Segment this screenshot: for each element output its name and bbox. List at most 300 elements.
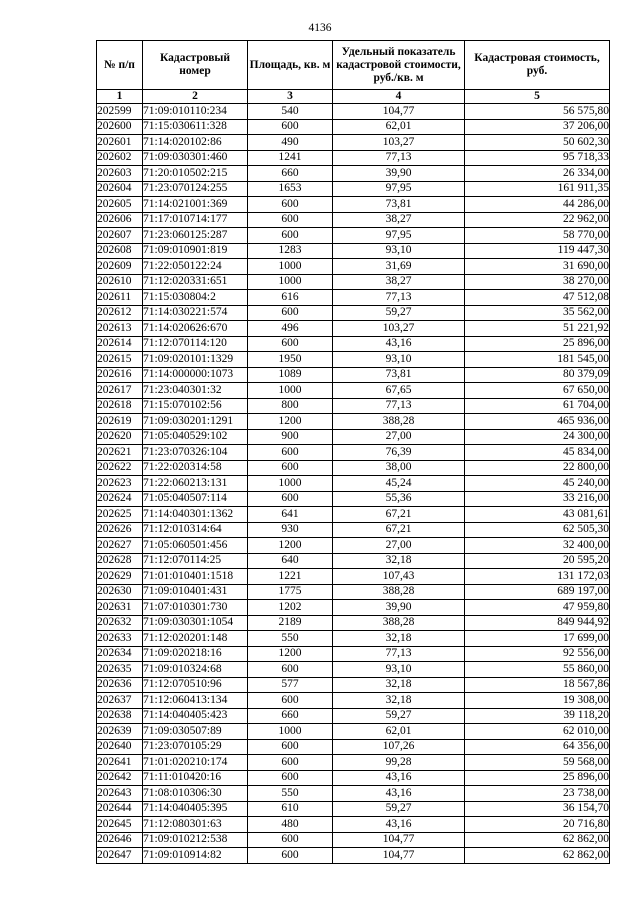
table-row <box>97 150 610 166</box>
cell-area: 600 <box>248 693 333 709</box>
cell-area: 641 <box>248 507 333 523</box>
table-row <box>97 569 610 585</box>
cell-cadastral-number: 71:14:021001:369 <box>143 197 248 213</box>
cell-cadastral-number: 71:09:030507:89 <box>143 724 248 740</box>
cell-cadastral-value: 67 650,00 <box>465 383 610 399</box>
cell-cadastral-number: 71:15:030804:2 <box>143 290 248 306</box>
cell-unit-rate: 67,21 <box>333 507 465 523</box>
cell-cadastral-number: 71:01:020210:174 <box>143 755 248 771</box>
cell-cadastral-number: 71:11:010420:16 <box>143 770 248 786</box>
cell-unit-rate: 32,18 <box>333 677 465 693</box>
cell-cadastral-number: 71:09:010324:68 <box>143 662 248 678</box>
table-row <box>97 290 610 306</box>
cell-cadastral-number: 71:05:060501:456 <box>143 538 248 554</box>
cell-area: 1000 <box>248 274 333 290</box>
cell-area: 1653 <box>248 181 333 197</box>
cell-cadastral-value: 64 356,00 <box>465 739 610 755</box>
cell-cadastral-value: 19 308,00 <box>465 693 610 709</box>
cell-cadastral-number: 71:14:020626:670 <box>143 321 248 337</box>
table-row <box>97 119 610 135</box>
cell-area: 1000 <box>248 724 333 740</box>
cell-row-number: 202631 <box>97 600 143 616</box>
cell-area: 1283 <box>248 243 333 259</box>
cell-cadastral-number: 71:12:070510:96 <box>143 677 248 693</box>
cell-area: 540 <box>248 104 333 120</box>
cell-cadastral-value: 181 545,00 <box>465 352 610 368</box>
cell-cadastral-number: 71:14:030221:574 <box>143 305 248 321</box>
cell-row-number: 202620 <box>97 429 143 445</box>
cell-cadastral-number: 71:09:030201:1291 <box>143 414 248 430</box>
cell-area: 600 <box>248 336 333 352</box>
table-row <box>97 538 610 554</box>
cell-cadastral-value: 56 575,80 <box>465 104 610 120</box>
table-row <box>97 832 610 848</box>
cell-row-number: 202599 <box>97 104 143 120</box>
cell-unit-rate: 93,10 <box>333 243 465 259</box>
cell-area: 600 <box>248 662 333 678</box>
table-row <box>97 708 610 724</box>
table-row <box>97 615 610 631</box>
cell-row-number: 202636 <box>97 677 143 693</box>
header-cadastral-number: Кадастровый номер <box>143 41 248 90</box>
cell-unit-rate: 43,16 <box>333 817 465 833</box>
cell-row-number: 202647 <box>97 848 143 864</box>
cell-cadastral-number: 71:23:070124:255 <box>143 181 248 197</box>
cell-row-number: 202640 <box>97 739 143 755</box>
column-number: 1 <box>97 90 143 104</box>
cell-area: 577 <box>248 677 333 693</box>
table-row <box>97 801 610 817</box>
table-row <box>97 414 610 430</box>
table-row <box>97 305 610 321</box>
cell-unit-rate: 62,01 <box>333 119 465 135</box>
cell-unit-rate: 31,69 <box>333 259 465 275</box>
header-cadastral-value: Кадастровая стоимость, руб. <box>465 41 610 90</box>
cell-unit-rate: 39,90 <box>333 600 465 616</box>
cell-unit-rate: 39,90 <box>333 166 465 182</box>
cell-cadastral-value: 17 699,00 <box>465 631 610 647</box>
cell-unit-rate: 104,77 <box>333 832 465 848</box>
cell-cadastral-value: 31 690,00 <box>465 259 610 275</box>
cell-area: 1000 <box>248 383 333 399</box>
table-row <box>97 383 610 399</box>
cell-row-number: 202624 <box>97 491 143 507</box>
cell-cadastral-value: 43 081,61 <box>465 507 610 523</box>
cell-row-number: 202601 <box>97 135 143 151</box>
cell-area: 660 <box>248 708 333 724</box>
cell-cadastral-value: 59 568,00 <box>465 755 610 771</box>
cell-row-number: 202610 <box>97 274 143 290</box>
cell-cadastral-value: 61 704,00 <box>465 398 610 414</box>
cell-unit-rate: 27,00 <box>333 429 465 445</box>
table-row <box>97 739 610 755</box>
table-row <box>97 522 610 538</box>
table-row <box>97 677 610 693</box>
cell-cadastral-number: 71:08:010306:30 <box>143 786 248 802</box>
cell-area: 1200 <box>248 414 333 430</box>
cell-cadastral-number: 71:09:010914:82 <box>143 848 248 864</box>
cell-cadastral-value: 25 896,00 <box>465 336 610 352</box>
table-row <box>97 166 610 182</box>
cell-unit-rate: 59,27 <box>333 708 465 724</box>
cell-cadastral-value: 38 270,00 <box>465 274 610 290</box>
cell-row-number: 202621 <box>97 445 143 461</box>
cell-area: 610 <box>248 801 333 817</box>
header-area: Площадь, кв. м <box>248 41 333 90</box>
cell-cadastral-number: 71:12:070114:25 <box>143 553 248 569</box>
cell-unit-rate: 55,36 <box>333 491 465 507</box>
cell-cadastral-value: 23 738,00 <box>465 786 610 802</box>
cell-unit-rate: 62,01 <box>333 724 465 740</box>
cell-row-number: 202627 <box>97 538 143 554</box>
cell-cadastral-value: 24 300,00 <box>465 429 610 445</box>
cell-unit-rate: 97,95 <box>333 181 465 197</box>
cell-cadastral-value: 44 286,00 <box>465 197 610 213</box>
cell-cadastral-number: 71:05:040529:102 <box>143 429 248 445</box>
cell-area: 660 <box>248 166 333 182</box>
cell-unit-rate: 43,16 <box>333 336 465 352</box>
cell-cadastral-number: 71:09:020101:1329 <box>143 352 248 368</box>
cell-cadastral-number: 71:09:030301:460 <box>143 150 248 166</box>
cell-cadastral-value: 62 505,30 <box>465 522 610 538</box>
cell-cadastral-number: 71:23:060125:287 <box>143 228 248 244</box>
cell-unit-rate: 99,28 <box>333 755 465 771</box>
cell-cadastral-number: 71:15:070102:56 <box>143 398 248 414</box>
table-row <box>97 212 610 228</box>
cell-cadastral-value: 51 221,92 <box>465 321 610 337</box>
cell-cadastral-number: 71:09:010401:431 <box>143 584 248 600</box>
cell-cadastral-number: 71:14:040405:395 <box>143 801 248 817</box>
table-row <box>97 724 610 740</box>
cell-unit-rate: 59,27 <box>333 801 465 817</box>
cell-cadastral-number: 71:14:040301:1362 <box>143 507 248 523</box>
cell-row-number: 202628 <box>97 553 143 569</box>
cell-row-number: 202608 <box>97 243 143 259</box>
cell-area: 1775 <box>248 584 333 600</box>
cell-area: 600 <box>248 212 333 228</box>
cell-cadastral-value: 37 206,00 <box>465 119 610 135</box>
cell-area: 600 <box>248 460 333 476</box>
table-row <box>97 553 610 569</box>
cell-area: 496 <box>248 321 333 337</box>
cell-unit-rate: 32,18 <box>333 553 465 569</box>
table-row <box>97 135 610 151</box>
column-number: 5 <box>465 90 610 104</box>
table-row <box>97 646 610 662</box>
header-row-number: № п/п <box>97 41 143 90</box>
table-row <box>97 507 610 523</box>
cell-cadastral-value: 62 862,00 <box>465 832 610 848</box>
cell-cadastral-value: 62 862,00 <box>465 848 610 864</box>
table-row <box>97 662 610 678</box>
table-row <box>97 755 610 771</box>
cell-row-number: 202617 <box>97 383 143 399</box>
cell-row-number: 202632 <box>97 615 143 631</box>
cell-area: 550 <box>248 631 333 647</box>
cell-cadastral-value: 92 556,00 <box>465 646 610 662</box>
cell-row-number: 202625 <box>97 507 143 523</box>
cell-cadastral-value: 50 602,30 <box>465 135 610 151</box>
cell-cadastral-number: 71:12:080301:63 <box>143 817 248 833</box>
cell-cadastral-number: 71:22:020314:58 <box>143 460 248 476</box>
cell-cadastral-number: 71:14:040405:423 <box>143 708 248 724</box>
cell-row-number: 202618 <box>97 398 143 414</box>
cell-area: 2189 <box>248 615 333 631</box>
cell-area: 1202 <box>248 600 333 616</box>
cell-cadastral-value: 119 447,30 <box>465 243 610 259</box>
cell-area: 490 <box>248 135 333 151</box>
cell-unit-rate: 77,13 <box>333 646 465 662</box>
cell-unit-rate: 93,10 <box>333 352 465 368</box>
cell-unit-rate: 103,27 <box>333 135 465 151</box>
cell-area: 600 <box>248 848 333 864</box>
cell-row-number: 202644 <box>97 801 143 817</box>
cell-row-number: 202607 <box>97 228 143 244</box>
cell-cadastral-value: 55 860,00 <box>465 662 610 678</box>
cell-unit-rate: 97,95 <box>333 228 465 244</box>
cell-area: 600 <box>248 445 333 461</box>
cell-unit-rate: 73,81 <box>333 197 465 213</box>
table-row <box>97 228 610 244</box>
cell-cadastral-number: 71:01:010401:1518 <box>143 569 248 585</box>
cell-row-number: 202615 <box>97 352 143 368</box>
cell-unit-rate: 388,28 <box>333 584 465 600</box>
cell-unit-rate: 73,81 <box>333 367 465 383</box>
table-row <box>97 197 610 213</box>
cell-cadastral-value: 25 896,00 <box>465 770 610 786</box>
table-body <box>97 104 610 864</box>
cell-area: 1089 <box>248 367 333 383</box>
cell-cadastral-number: 71:23:040301:32 <box>143 383 248 399</box>
cell-unit-rate: 76,39 <box>333 445 465 461</box>
cell-row-number: 202602 <box>97 150 143 166</box>
cell-area: 930 <box>248 522 333 538</box>
table-row <box>97 429 610 445</box>
cell-cadastral-value: 39 118,20 <box>465 708 610 724</box>
cell-unit-rate: 38,00 <box>333 460 465 476</box>
cell-unit-rate: 67,21 <box>333 522 465 538</box>
cell-unit-rate: 103,27 <box>333 321 465 337</box>
cell-cadastral-number: 71:14:020102:86 <box>143 135 248 151</box>
cell-row-number: 202600 <box>97 119 143 135</box>
cell-unit-rate: 77,13 <box>333 150 465 166</box>
cell-row-number: 202604 <box>97 181 143 197</box>
table-row <box>97 584 610 600</box>
cell-cadastral-value: 22 962,00 <box>465 212 610 228</box>
cell-cadastral-value: 131 172,03 <box>465 569 610 585</box>
cell-unit-rate: 107,43 <box>333 569 465 585</box>
cell-row-number: 202606 <box>97 212 143 228</box>
cell-area: 1200 <box>248 646 333 662</box>
table-row <box>97 786 610 802</box>
table-row <box>97 460 610 476</box>
cell-unit-rate: 32,18 <box>333 631 465 647</box>
cell-cadastral-number: 71:22:050122:24 <box>143 259 248 275</box>
cell-unit-rate: 43,16 <box>333 770 465 786</box>
cell-cadastral-number: 71:23:070326:104 <box>143 445 248 461</box>
cell-cadastral-number: 71:12:060413:134 <box>143 693 248 709</box>
cell-row-number: 202633 <box>97 631 143 647</box>
cell-row-number: 202634 <box>97 646 143 662</box>
cell-area: 640 <box>248 553 333 569</box>
column-number: 2 <box>143 90 248 104</box>
cell-cadastral-value: 161 911,35 <box>465 181 610 197</box>
table-row <box>97 243 610 259</box>
cell-area: 800 <box>248 398 333 414</box>
table-row <box>97 600 610 616</box>
cell-cadastral-number: 71:05:040507:114 <box>143 491 248 507</box>
cell-cadastral-value: 22 800,00 <box>465 460 610 476</box>
cell-cadastral-number: 71:22:060213:131 <box>143 476 248 492</box>
cell-cadastral-number: 71:23:070105:29 <box>143 739 248 755</box>
cell-area: 600 <box>248 305 333 321</box>
cell-row-number: 202638 <box>97 708 143 724</box>
cell-cadastral-value: 45 240,00 <box>465 476 610 492</box>
table-row <box>97 352 610 368</box>
cell-unit-rate: 77,13 <box>333 398 465 414</box>
cell-row-number: 202629 <box>97 569 143 585</box>
cell-row-number: 202613 <box>97 321 143 337</box>
cell-unit-rate: 77,13 <box>333 290 465 306</box>
cell-cadastral-value: 62 010,00 <box>465 724 610 740</box>
cell-row-number: 202623 <box>97 476 143 492</box>
table-row <box>97 336 610 352</box>
table-row <box>97 848 610 864</box>
cell-row-number: 202635 <box>97 662 143 678</box>
cell-area: 600 <box>248 197 333 213</box>
table-column-number-row <box>97 90 610 104</box>
cell-unit-rate: 388,28 <box>333 615 465 631</box>
cell-unit-rate: 27,00 <box>333 538 465 554</box>
cell-cadastral-number: 71:20:010502:215 <box>143 166 248 182</box>
cell-row-number: 202637 <box>97 693 143 709</box>
cell-area: 1221 <box>248 569 333 585</box>
cell-unit-rate: 104,77 <box>333 848 465 864</box>
cell-cadastral-value: 465 936,00 <box>465 414 610 430</box>
cell-cadastral-value: 689 197,00 <box>465 584 610 600</box>
cell-area: 1000 <box>248 476 333 492</box>
cell-cadastral-value: 26 334,00 <box>465 166 610 182</box>
cell-area: 480 <box>248 817 333 833</box>
cell-row-number: 202612 <box>97 305 143 321</box>
cell-unit-rate: 388,28 <box>333 414 465 430</box>
cell-cadastral-number: 71:09:020218:16 <box>143 646 248 662</box>
cell-cadastral-value: 80 379,09 <box>465 367 610 383</box>
page-number: 4136 <box>308 22 332 34</box>
cell-cadastral-value: 18 567,86 <box>465 677 610 693</box>
cell-cadastral-value: 47 512,08 <box>465 290 610 306</box>
cell-unit-rate: 45,24 <box>333 476 465 492</box>
cell-cadastral-number: 71:09:010110:234 <box>143 104 248 120</box>
column-number: 3 <box>248 90 333 104</box>
table-row <box>97 770 610 786</box>
cell-row-number: 202609 <box>97 259 143 275</box>
cell-unit-rate: 32,18 <box>333 693 465 709</box>
cell-area: 1000 <box>248 259 333 275</box>
cell-row-number: 202622 <box>97 460 143 476</box>
cell-row-number: 202645 <box>97 817 143 833</box>
header-unit-rate: Удельный показатель кадастровой стоимости, руб./кв. м <box>333 41 465 90</box>
table-row <box>97 321 610 337</box>
cell-area: 1241 <box>248 150 333 166</box>
cell-area: 600 <box>248 832 333 848</box>
cadastral-value-table <box>96 40 610 864</box>
table-row <box>97 631 610 647</box>
cell-row-number: 202646 <box>97 832 143 848</box>
cell-cadastral-number: 71:12:020201:148 <box>143 631 248 647</box>
cell-cadastral-value: 47 959,80 <box>465 600 610 616</box>
cell-unit-rate: 43,16 <box>333 786 465 802</box>
cell-cadastral-number: 71:09:010212:538 <box>143 832 248 848</box>
cell-cadastral-number: 71:17:010714:177 <box>143 212 248 228</box>
cell-cadastral-number: 71:12:070114:120 <box>143 336 248 352</box>
cell-cadastral-value: 58 770,00 <box>465 228 610 244</box>
cell-cadastral-number: 71:15:030611:328 <box>143 119 248 135</box>
table-row <box>97 491 610 507</box>
cell-cadastral-value: 20 595,20 <box>465 553 610 569</box>
column-number: 4 <box>333 90 465 104</box>
cell-area: 1200 <box>248 538 333 554</box>
table-row <box>97 476 610 492</box>
cell-area: 600 <box>248 119 333 135</box>
cell-row-number: 202616 <box>97 367 143 383</box>
cell-area: 600 <box>248 739 333 755</box>
cell-row-number: 202619 <box>97 414 143 430</box>
cell-cadastral-value: 33 216,00 <box>465 491 610 507</box>
cell-area: 600 <box>248 228 333 244</box>
cell-cadastral-number: 71:09:010901:819 <box>143 243 248 259</box>
cell-cadastral-value: 35 562,00 <box>465 305 610 321</box>
cell-cadastral-number: 71:12:010314:64 <box>143 522 248 538</box>
cell-cadastral-number: 71:09:030301:1054 <box>143 615 248 631</box>
cell-row-number: 202639 <box>97 724 143 740</box>
cell-area: 600 <box>248 755 333 771</box>
cell-row-number: 202626 <box>97 522 143 538</box>
cell-area: 900 <box>248 429 333 445</box>
cell-unit-rate: 59,27 <box>333 305 465 321</box>
cell-unit-rate: 93,10 <box>333 662 465 678</box>
table-header-row <box>97 41 610 90</box>
cell-area: 600 <box>248 770 333 786</box>
cell-unit-rate: 104,77 <box>333 104 465 120</box>
cell-area: 1950 <box>248 352 333 368</box>
table-row <box>97 445 610 461</box>
cell-row-number: 202611 <box>97 290 143 306</box>
cell-cadastral-value: 36 154,70 <box>465 801 610 817</box>
cell-unit-rate: 67,65 <box>333 383 465 399</box>
cell-cadastral-value: 45 834,00 <box>465 445 610 461</box>
cell-cadastral-value: 20 716,80 <box>465 817 610 833</box>
table-row <box>97 259 610 275</box>
table-row <box>97 693 610 709</box>
cell-row-number: 202603 <box>97 166 143 182</box>
cell-unit-rate: 107,26 <box>333 739 465 755</box>
cell-row-number: 202630 <box>97 584 143 600</box>
cell-row-number: 202614 <box>97 336 143 352</box>
cell-row-number: 202605 <box>97 197 143 213</box>
cell-cadastral-value: 32 400,00 <box>465 538 610 554</box>
cell-unit-rate: 38,27 <box>333 274 465 290</box>
cell-area: 600 <box>248 491 333 507</box>
cell-cadastral-number: 71:14:000000:1073 <box>143 367 248 383</box>
cell-cadastral-value: 849 944,92 <box>465 615 610 631</box>
cell-row-number: 202641 <box>97 755 143 771</box>
table-row <box>97 398 610 414</box>
cell-row-number: 202642 <box>97 770 143 786</box>
cell-unit-rate: 38,27 <box>333 212 465 228</box>
table-row <box>97 104 610 120</box>
cell-area: 550 <box>248 786 333 802</box>
